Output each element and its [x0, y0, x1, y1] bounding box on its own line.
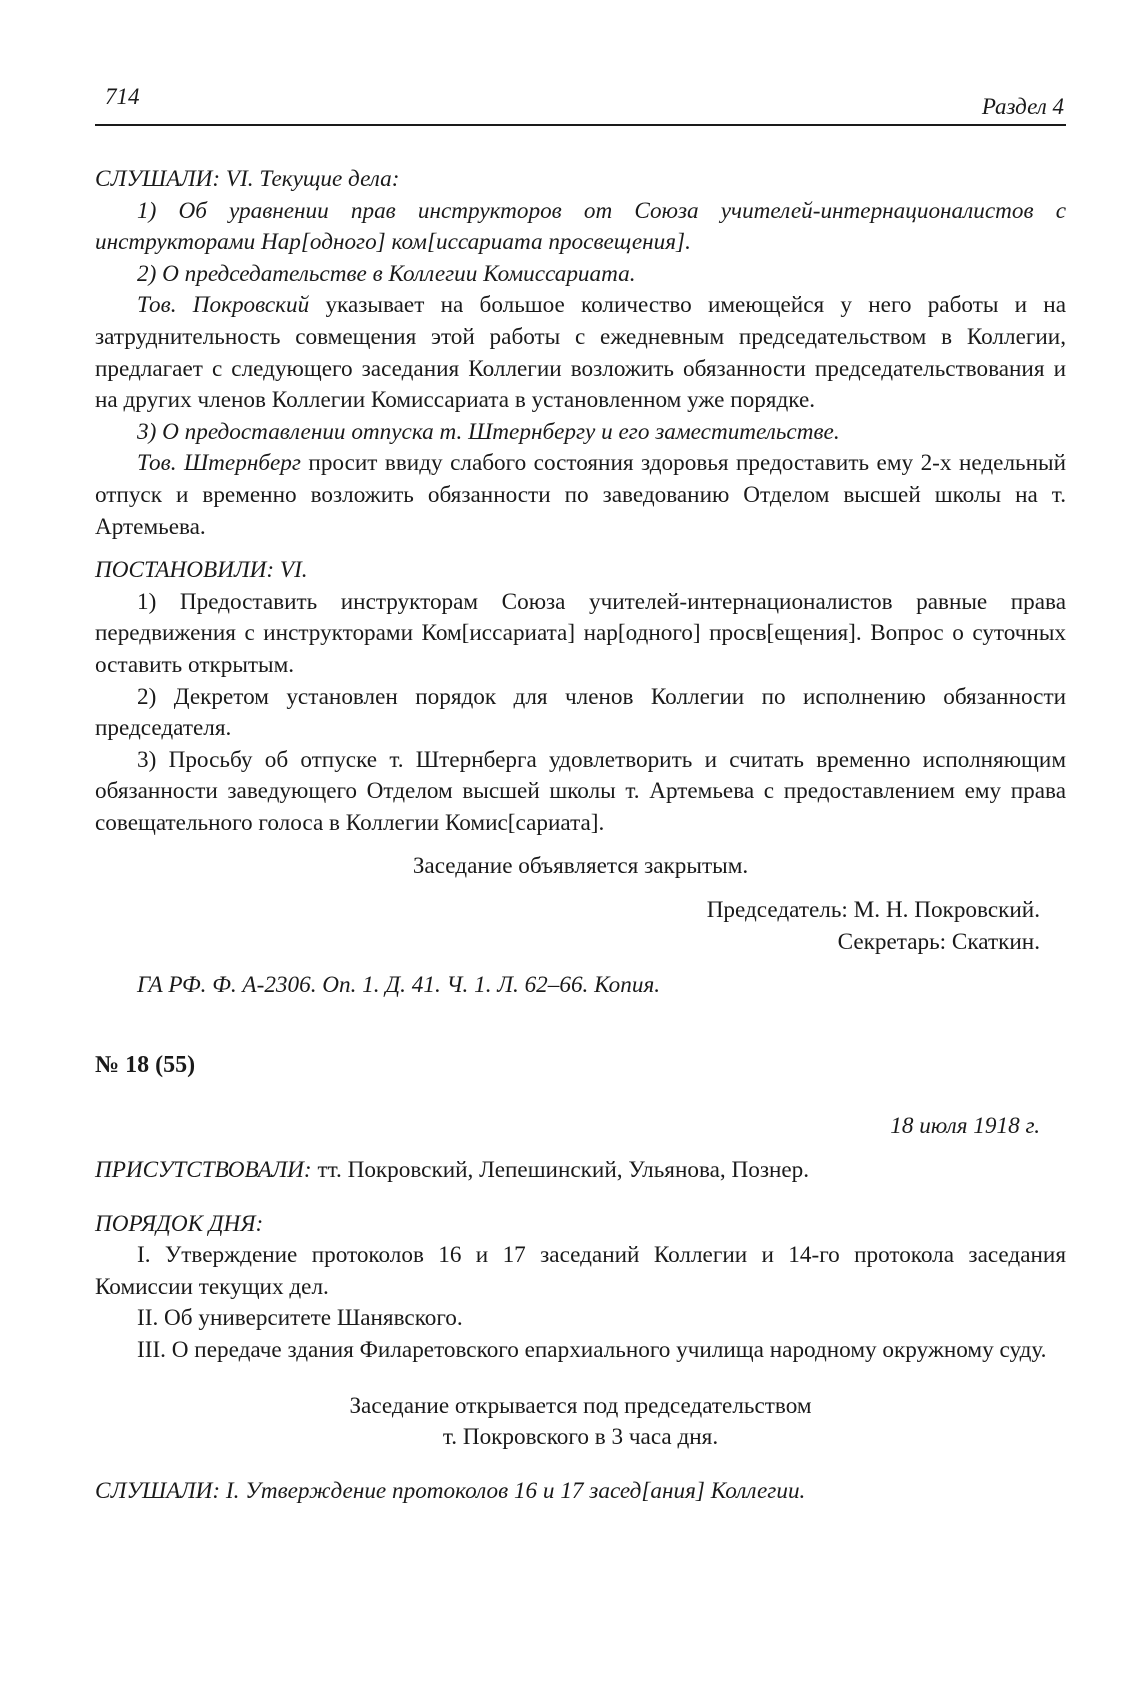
sternberg-text: просит ввиду слабого состояния здоровья предоставить ему 2-х недельный отпуск и временно возложить обязанности по заведованию Отделом высшей школы на т. Артемьева.: [95, 450, 1066, 540]
sternberg-speaker: Тов. Штернберг: [137, 450, 301, 477]
heard-heading: [95, 164, 1066, 196]
heard-item-3: 3) О предоставлении отпуска т. Штернбергу и его заместительстве.: [137, 418, 840, 445]
decision-3: 3) Просьбу об отпуске т. Штернберга удовлетворить и считать временно исполняющим обязанности заведующего Отделом высшей школы т. Артемьева с предоставлением ему права совещательного голоса в Коллегии Комис[сариата].: [95, 746, 1066, 836]
decided-heading: [95, 555, 1066, 587]
pokrovsky-text: указывает на большое количество имеющейся у него работы и на затруднительность совмещения этой работы с ежедневным председательством в Коллегии, предлагает с следующего заседания Коллегии возложить обязанности председательствования и на других членов Коллегии Комиссариата в установленном уже порядке.: [95, 292, 1066, 414]
heard-title: VI. Текущие дела:: [220, 166, 400, 192]
pokrovsky-speaker: Тов. Покровский: [137, 292, 310, 319]
heard-item-2: 2) О председательстве в Коллегии Комиссариата.: [137, 260, 636, 287]
pokrovsky-paragraph: [95, 290, 1066, 416]
decision-2: 2) Декретом установлен порядок для членов Коллегии по исполнению обязанности председателя.: [95, 683, 1066, 742]
archival-source: ГА РФ. Ф. А-2306. Оп. 1. Д. 41. Ч. 1. Л. 62–66. Копия.: [137, 972, 661, 999]
heard-heading-2: [95, 1476, 1066, 1508]
agenda-item-1: I. Утверждение протоколов 16 и 17 заседаний Коллегии и 14-го протокола заседания Комиссии текущих дел.: [95, 1242, 1066, 1300]
present-line: [95, 1155, 1066, 1187]
present-label: ПРИСУТСТВОВАЛИ:: [95, 1157, 312, 1184]
opening-line-1: Заседание открывается под председательством: [349, 1392, 812, 1419]
closing-line: Заседание объявляется закрытым.: [412, 853, 749, 880]
secretary-signature: Секретарь: Скаткин.: [837, 928, 1040, 955]
heard-item-1: 1) Об уравнении прав инструкторов от Союза учителей-интернационалистов с инструкторами Нар[одного] ком[иссариата просвещения].: [95, 197, 1066, 256]
opening-line-2: т. Покровского в 3 часа дня.: [442, 1424, 719, 1451]
decision-1: 1) Предоставить инструкторам Союза учителей-интернационалистов равные права передвижения с инструкторами Ком[иссариата] нар[одного] просв[ещения]. Вопрос о суточных оставить открытым.: [95, 588, 1066, 678]
page-header: [95, 70, 1066, 126]
chairman-signature: Председатель: М. Н. Покровский.: [706, 897, 1040, 924]
page-number: 714: [105, 84, 140, 109]
decided-num: VI.: [274, 557, 308, 584]
page-body: [95, 126, 1066, 1507]
sternberg-paragraph: [95, 448, 1066, 543]
heard-text-2: I. Утверждение протоколов 16 и 17 засед[ания] Коллегии.: [220, 1477, 806, 1504]
agenda-item-3: III. О передаче здания Филаретовского епархиального училища народному окружному суду.: [137, 1337, 1047, 1363]
section-label: Раздел 4: [981, 94, 1064, 119]
decided-label: ПОСТАНОВИЛИ:: [95, 557, 275, 584]
document-date: 18 июля 1918 г.: [890, 1113, 1040, 1140]
heard-label-2: СЛУШАЛИ:: [95, 1477, 221, 1504]
document-number: № 18 (55): [95, 1051, 196, 1078]
heard-label: СЛУШАЛИ:: [95, 166, 221, 192]
agenda-heading: ПОРЯДОК ДНЯ:: [95, 1210, 264, 1237]
present-text: тт. Покровский, Лепешинский, Ульянова, Познер.: [311, 1157, 810, 1184]
agenda-item-2: II. Об университете Шанявского.: [137, 1305, 463, 1332]
